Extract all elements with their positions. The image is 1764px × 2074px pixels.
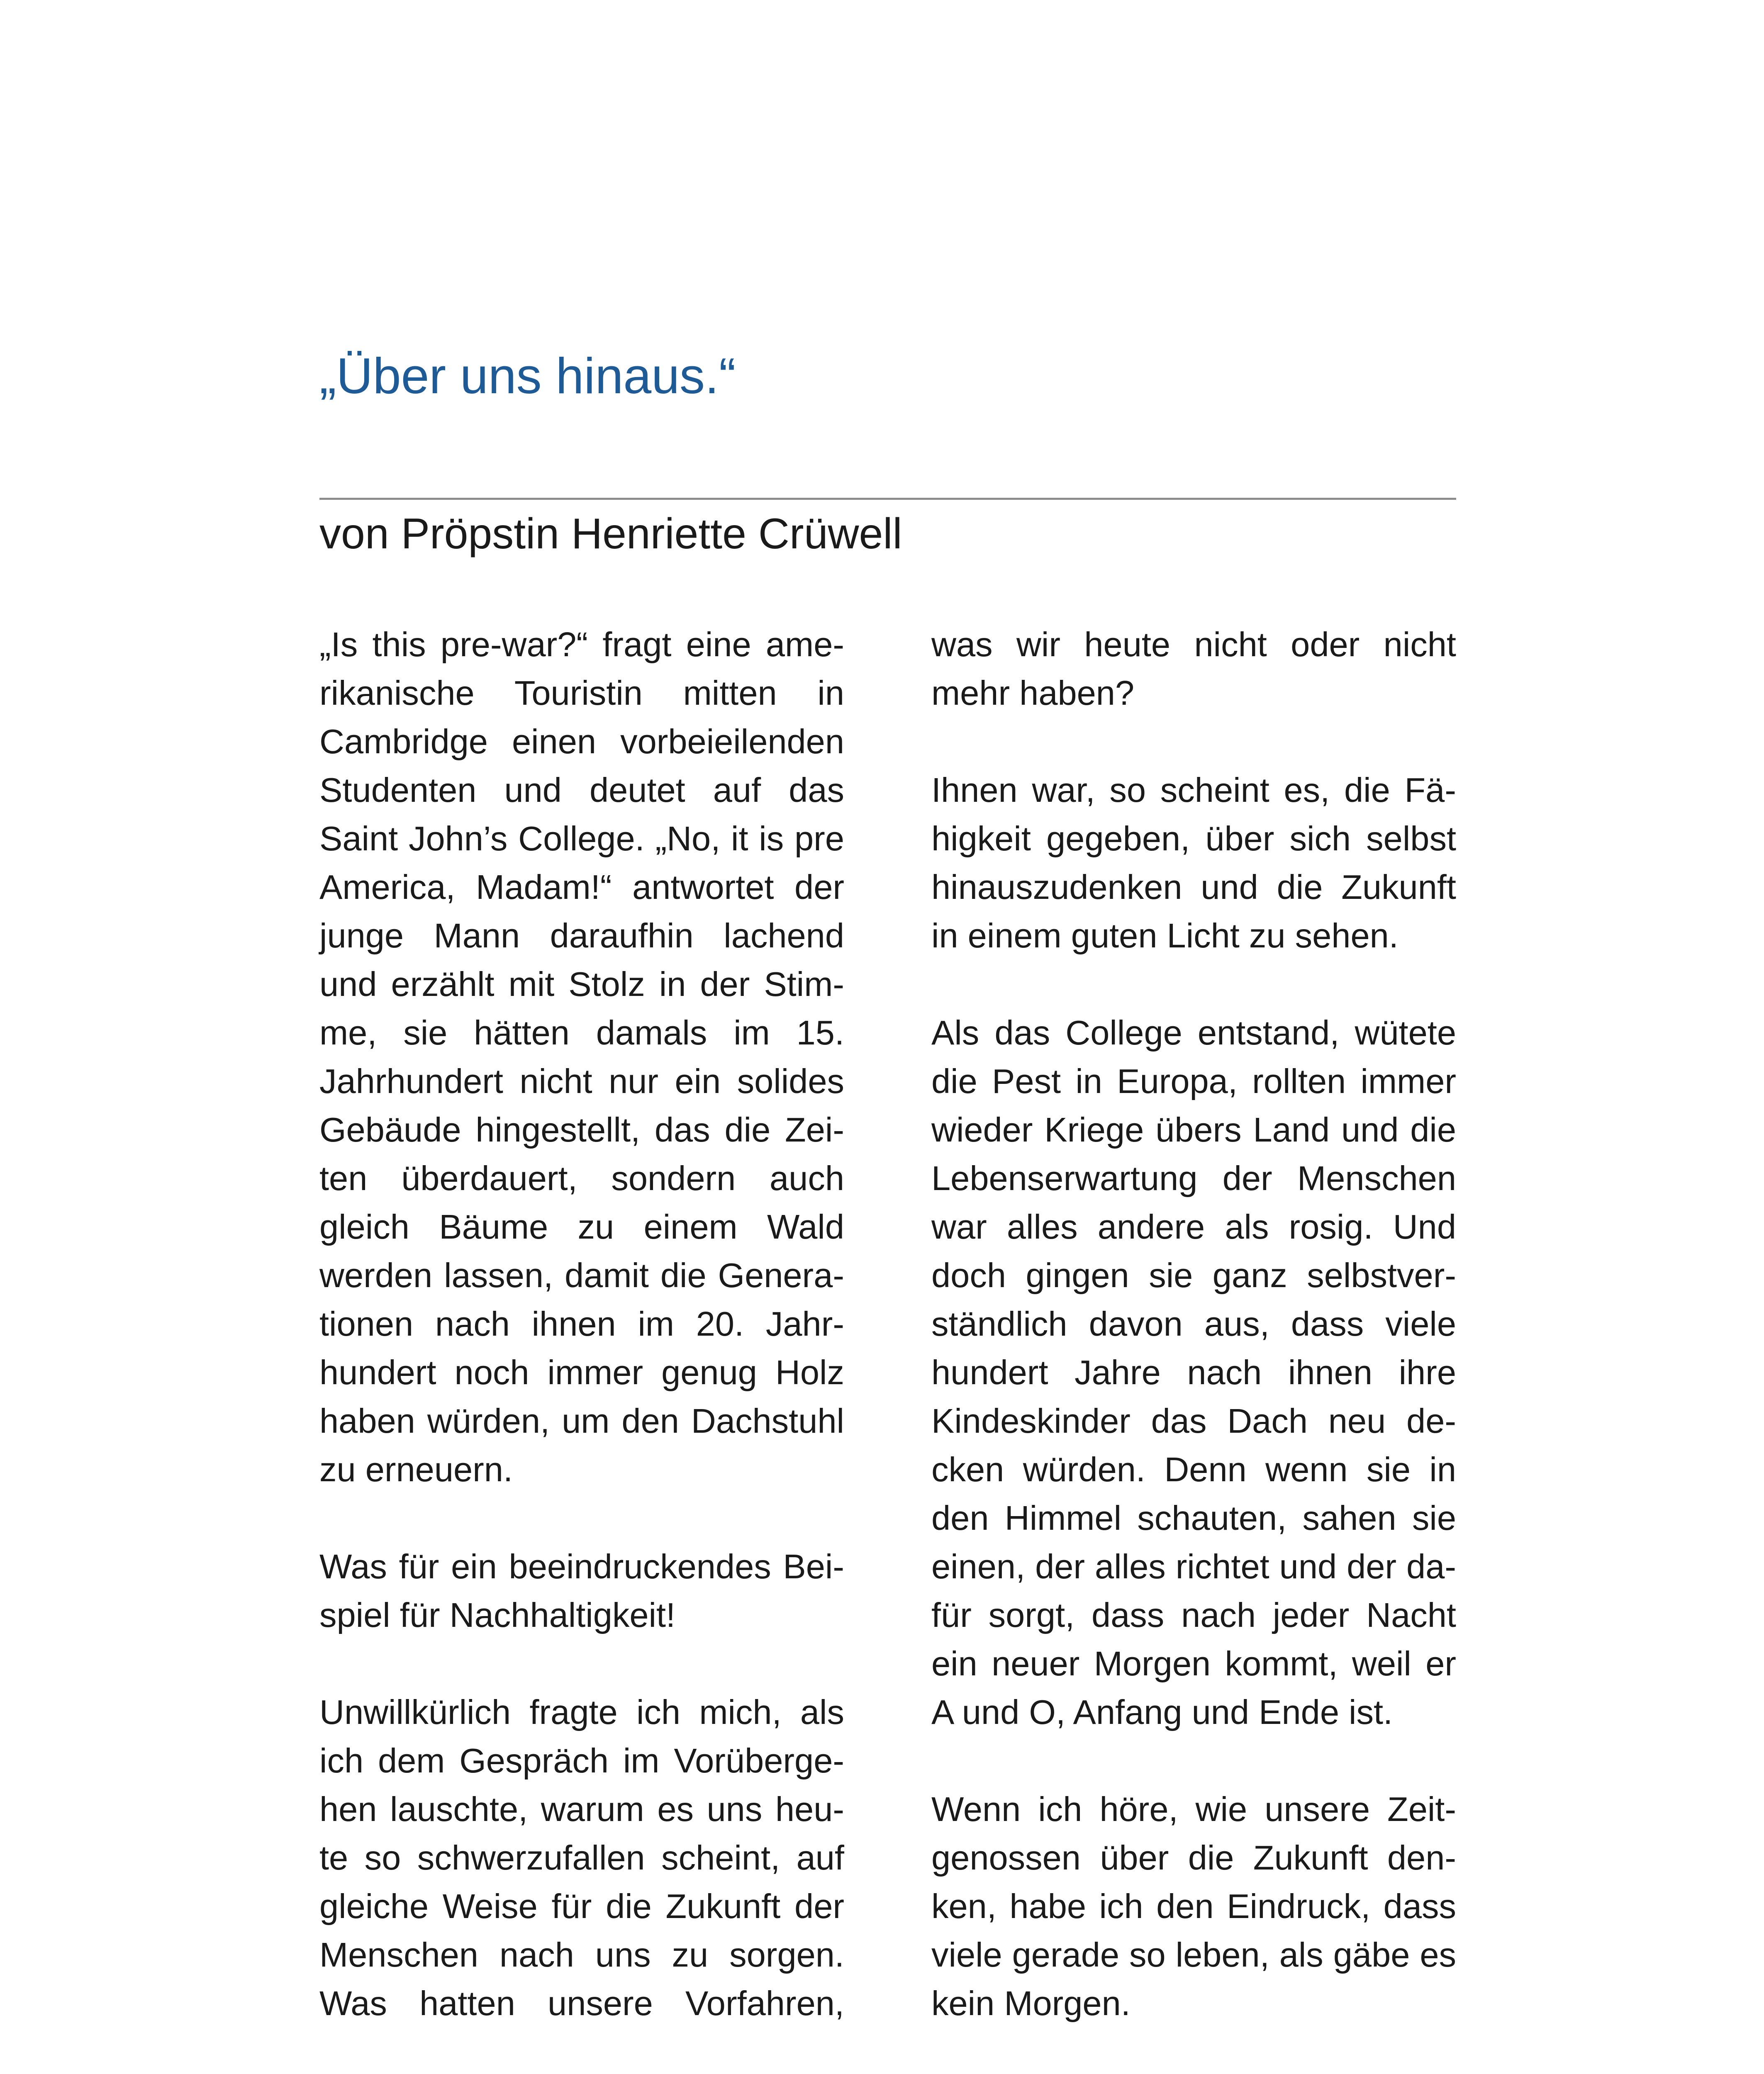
text-line: te so schwerzufallen scheint, auf (319, 1838, 844, 1877)
text-line: hundert Jahre nach ihnen ihre (931, 1353, 1456, 1392)
text-line: Als das College entstand, wütete (931, 1013, 1456, 1052)
paragraph-gap (931, 960, 1456, 1008)
text-line: haben würden, um den Dachstuhl (319, 1402, 844, 1440)
text-column-left (319, 620, 844, 2028)
text-line: tionen nach ihnen im 20. Jahr- (319, 1305, 844, 1343)
text-line: Wenn ich höre, wie unsere Zeit- (931, 1790, 1456, 1828)
text-line: spiel für Nachhaltigkeit! (319, 1596, 676, 1634)
paragraph (931, 620, 1456, 717)
text-line: ständlich davon aus, dass viele (931, 1305, 1456, 1343)
text-line: wieder Kriege übers Land und die (931, 1110, 1456, 1149)
text-line: higkeit gegeben, über sich selbst (931, 819, 1456, 858)
text-line: doch gingen sie ganz selbstver- (931, 1256, 1456, 1295)
text-line: me, sie hätten damals im 15. (319, 1013, 844, 1052)
paragraph-gap (931, 1736, 1456, 1785)
text-line: was wir heute nicht oder nicht (931, 625, 1456, 664)
text-line: ken, habe ich den Eindruck, dass (931, 1887, 1456, 1926)
paragraph (931, 1008, 1456, 1736)
text-line: ten überdauert, sondern auch (319, 1159, 844, 1198)
text-line: Gebäude hingestellt, das die Zei- (319, 1110, 844, 1149)
text-line: hen lauschte, warum es uns heu- (319, 1790, 844, 1828)
text-line: Cambridge einen vorbeieilenden (319, 722, 844, 761)
text-line: Kindeskinder das Dach neu de- (931, 1402, 1456, 1440)
title-divider (319, 498, 1456, 500)
text-line: Ihnen war, so scheint es, die Fä- (931, 771, 1456, 809)
text-column-right (931, 620, 1456, 2028)
text-line: ein neuer Morgen kommt, weil er (931, 1644, 1456, 1683)
text-line: genossen über die Zukunft den- (931, 1838, 1456, 1877)
text-line: Was hatten unsere Vorfahren, (319, 1984, 844, 2023)
text-line: Studenten und deutet auf das (319, 771, 844, 809)
paragraph (319, 1688, 844, 2028)
text-line: Saint John’s College. „No, it is pre (319, 819, 844, 858)
text-line: für sorgt, dass nach jeder Nacht (931, 1596, 1456, 1634)
text-line: Menschen nach uns zu sorgen. (319, 1935, 844, 1974)
text-line: viele gerade so leben, als gäbe es (931, 1935, 1456, 1974)
text-line: Lebenserwartung der Menschen (931, 1159, 1456, 1198)
paragraph (931, 1785, 1456, 2028)
paragraph (319, 620, 844, 1494)
text-line: ich dem Gespräch im Vorüberge- (319, 1741, 844, 1780)
paragraph-gap (319, 1639, 844, 1688)
paragraph-gap (931, 717, 1456, 766)
text-line: Jahrhundert nicht nur ein solides (319, 1062, 844, 1100)
text-line: gleich Bäume zu einem Wald (319, 1207, 844, 1246)
text-line: kein Morgen. (931, 1984, 1131, 2023)
paragraph-gap (319, 1494, 844, 1542)
text-line: „Is this pre-war?“ fragt eine ame- (319, 625, 844, 664)
text-line: mehr haben? (931, 674, 1135, 712)
text-line: den Himmel schauten, sahen sie (931, 1499, 1456, 1537)
paragraph (931, 766, 1456, 960)
text-line: hinauszudenken und die Zukunft (931, 868, 1456, 906)
text-line: war alles andere als rosig. Und (931, 1207, 1456, 1246)
text-line: die Pest in Europa, rollten immer (931, 1062, 1456, 1100)
text-line: rikanische Touristin mitten in (319, 674, 844, 712)
text-line: werden lassen, damit die Genera- (319, 1256, 844, 1295)
text-line: und erzählt mit Stolz in der Stim- (319, 965, 844, 1003)
text-line: gleiche Weise für die Zukunft der (319, 1887, 844, 1926)
author-byline: von Pröpstin Henriette Crüwell (319, 510, 902, 558)
text-line: hundert noch immer genug Holz (319, 1353, 844, 1392)
text-line: zu erneuern. (319, 1450, 513, 1489)
paragraph (319, 1542, 844, 1639)
text-line: America, Madam!“ antwortet der (319, 868, 844, 906)
text-line: Unwillkürlich fragte ich mich, als (319, 1693, 844, 1731)
text-line: Was für ein beeindruckendes Bei- (319, 1547, 844, 1586)
text-line: in einem guten Licht zu sehen. (931, 916, 1399, 955)
text-line: einen, der alles richtet und der da- (931, 1547, 1456, 1586)
text-line: junge Mann daraufhin lachend (319, 916, 844, 955)
text-line: cken würden. Denn wenn sie in (931, 1450, 1456, 1489)
text-line: A und O, Anfang und Ende ist. (931, 1693, 1393, 1731)
article-title: „Über uns hinaus.“ (319, 348, 736, 404)
